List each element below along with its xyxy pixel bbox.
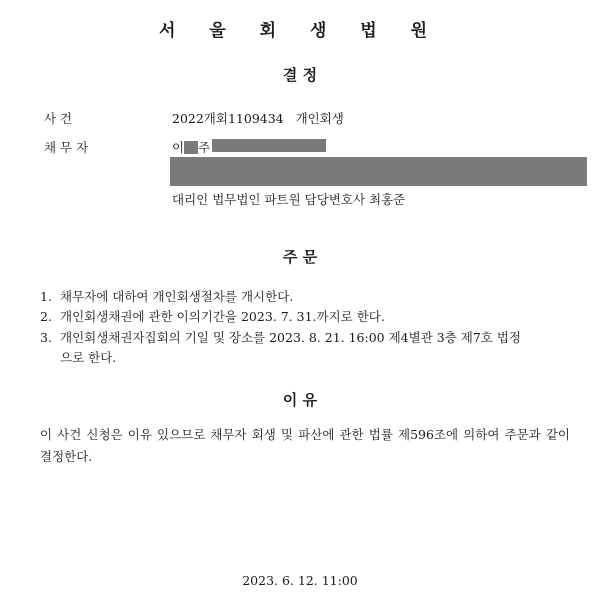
redaction-block	[170, 157, 587, 186]
order-item-continuation: 으로 한다.	[60, 350, 117, 365]
document-type-heading: 결 정	[282, 66, 318, 84]
order-heading: 주 문	[282, 248, 318, 266]
reason-heading: 이 유	[282, 391, 318, 409]
debtor-representative: 대리인 법무법인 파트원 담당변호사 최홍준	[172, 192, 406, 207]
debtor-name	[172, 138, 210, 156]
decision-date: 2023. 6. 12. 11:00	[242, 573, 358, 588]
debtor-label: 채 무 자	[44, 140, 89, 155]
debtor-name-last: 주	[198, 140, 211, 155]
case-label: 사 건	[44, 111, 73, 126]
case-number: 2022개회1109434	[172, 111, 284, 126]
debtor-name-first: 이	[172, 140, 185, 155]
case-value	[172, 109, 344, 127]
reason-text: 이 사건 신청은 이유 있으므로 채무자 회생 및 파산에 관한 법률 제596조에 의하여 주문과 같이 결정한다.	[40, 427, 570, 464]
order-item: 1. 채무자에 대하여 개인회생절차를 개시한다.	[40, 289, 294, 304]
order-item: 2. 개인회생채권에 관한 이의기간을 2023. 7. 31.까지로 한다.	[40, 309, 385, 324]
case-type: 개인회생	[295, 111, 344, 126]
order-item: 3. 개인회생채권자집회의 기일 및 장소를 2023. 8. 21. 16:00 제4별관 3층 제7호 법정	[40, 330, 521, 345]
redaction-block	[184, 141, 198, 154]
redaction-block	[212, 139, 326, 152]
court-name: 서 울 회 생 법 원	[158, 21, 442, 41]
